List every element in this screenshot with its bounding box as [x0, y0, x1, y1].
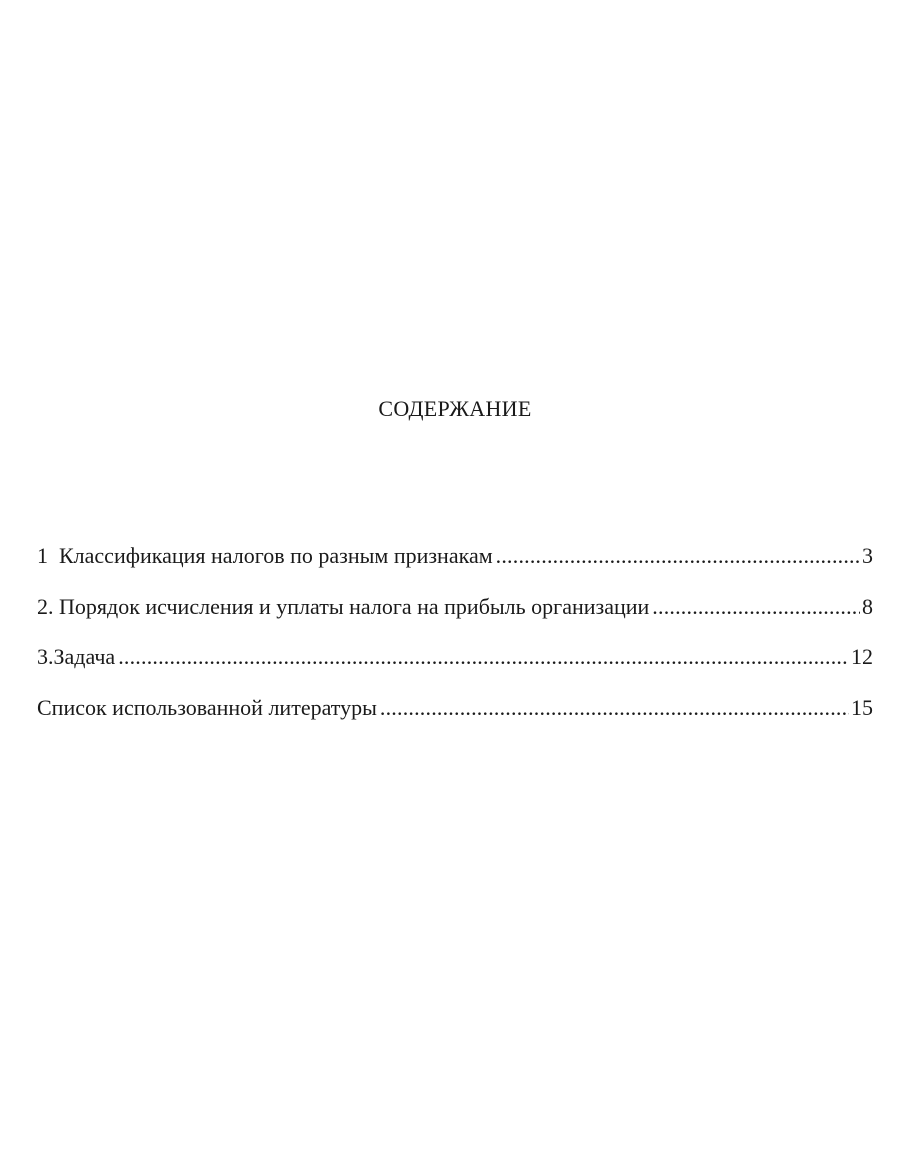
toc-entry	[37, 592, 873, 643]
toc-entry-label: Список использованной литературы	[37, 694, 377, 720]
toc-dot-leader	[496, 541, 860, 571]
toc-entry-label: 2. Порядок исчисления и уплаты налога на прибыль организации	[37, 593, 650, 619]
toc-title: СОДЕРЖАНИЕ	[378, 396, 532, 421]
toc-entry-page-number: 3	[862, 543, 873, 568]
toc-entry-label: 1 Классификация налогов по разным признакам	[37, 543, 493, 568]
toc-entry-page-number: 8	[862, 593, 873, 619]
toc-entry-page-number: 12	[851, 644, 873, 669]
toc-entry-page-number: 15	[851, 694, 873, 720]
toc-dot-leader	[118, 642, 849, 672]
toc-entry	[37, 693, 873, 744]
toc-entry	[37, 642, 873, 693]
toc-dot-leader	[380, 693, 849, 723]
table-of-contents	[37, 541, 873, 743]
toc-dot-leader	[652, 592, 860, 622]
toc-entry	[37, 541, 873, 592]
toc-entry-label: 3.Задача	[37, 644, 116, 669]
